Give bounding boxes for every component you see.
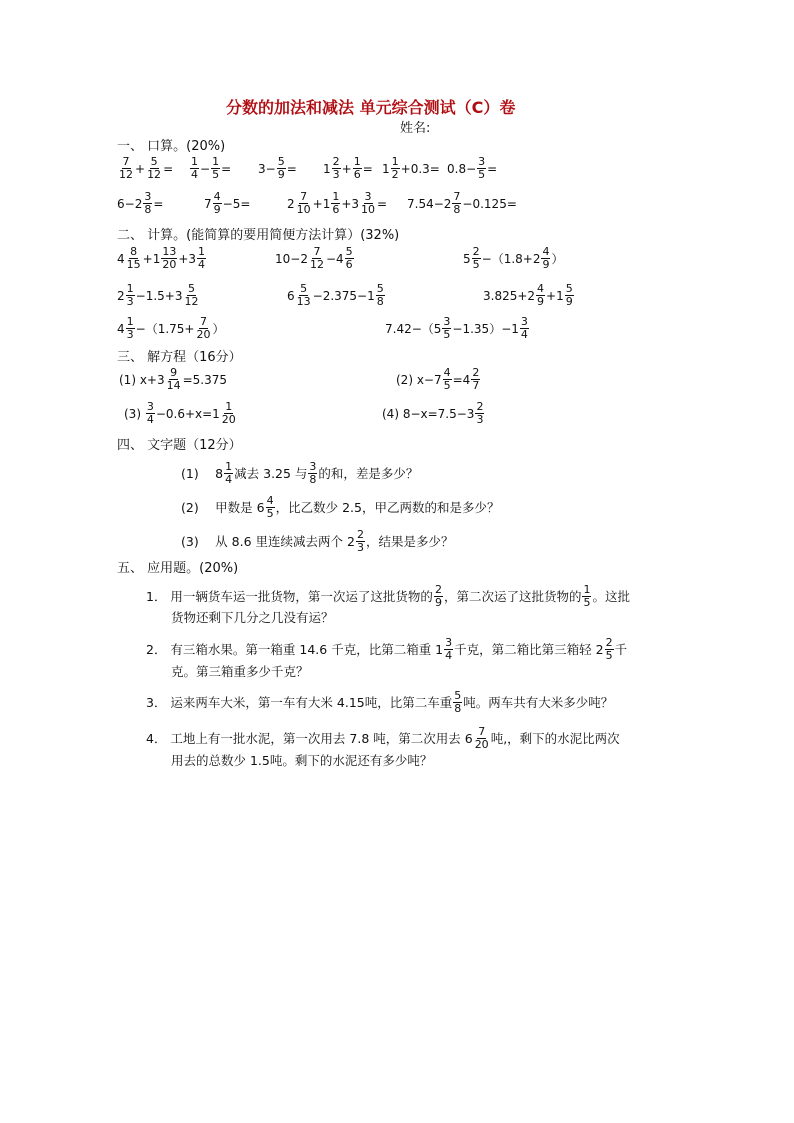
calc-3 bbox=[463, 246, 564, 271]
expression-text: +1 bbox=[312, 196, 331, 211]
fraction bbox=[520, 316, 529, 341]
fraction bbox=[118, 156, 134, 181]
fraction bbox=[434, 584, 443, 609]
section-2-heading: 二、 计算。(能简算的要用简便方法计算）(32%) bbox=[117, 228, 400, 243]
expression-text: −5= bbox=[222, 196, 251, 211]
expression-text: + bbox=[341, 161, 352, 176]
expression-text: 6 bbox=[287, 288, 295, 303]
numerator: 3 bbox=[364, 190, 372, 203]
numerator: 1 bbox=[583, 583, 591, 596]
section-5-heading: 五、 应用题。(20%) bbox=[117, 561, 239, 576]
calc-2 bbox=[275, 246, 355, 271]
numerator: 5 bbox=[376, 282, 384, 295]
expression-text: 。这批 bbox=[592, 588, 630, 604]
numerator: 7 bbox=[199, 315, 207, 328]
expression-text: −1.5+3 bbox=[135, 288, 183, 303]
expression-text: −0.125= bbox=[462, 196, 517, 211]
mental-calc-8 bbox=[204, 191, 250, 216]
fraction bbox=[444, 637, 453, 662]
fraction bbox=[453, 690, 462, 715]
expression-text: 3− bbox=[258, 161, 276, 176]
expression-text: =4 bbox=[452, 372, 471, 387]
numerator: 5 bbox=[300, 282, 308, 295]
numerator: 3 bbox=[146, 400, 154, 413]
expression-text: ） bbox=[551, 251, 564, 266]
numerator: 1 bbox=[225, 460, 233, 473]
denominator: 5 bbox=[443, 328, 451, 341]
numerator: 2 bbox=[332, 155, 340, 168]
expression-text: 5 bbox=[463, 251, 471, 266]
numerator: 9 bbox=[170, 366, 178, 379]
fraction bbox=[452, 191, 461, 216]
denominator: 20 bbox=[162, 258, 177, 271]
numerator: 7 bbox=[478, 725, 486, 738]
expression-text: ，第二次运了这批货物的 bbox=[443, 588, 582, 604]
fraction bbox=[332, 156, 341, 181]
fraction bbox=[296, 191, 312, 216]
fraction bbox=[211, 156, 220, 181]
denominator: 5 bbox=[605, 649, 613, 662]
denominator: 20 bbox=[196, 328, 211, 341]
numerator: 4 bbox=[443, 366, 451, 379]
expression-text: = bbox=[163, 161, 174, 176]
calc-1 bbox=[117, 246, 207, 271]
denominator: 2 bbox=[391, 168, 399, 181]
expression-text: 4 bbox=[117, 321, 125, 336]
fraction bbox=[266, 495, 275, 520]
numerator: 7 bbox=[122, 155, 130, 168]
denominator: 12 bbox=[119, 168, 133, 181]
denominator: 3 bbox=[476, 413, 484, 426]
expression-text: 1 bbox=[323, 161, 331, 176]
calc-8 bbox=[385, 316, 530, 341]
fraction bbox=[146, 401, 155, 426]
numerator: 4 bbox=[213, 190, 221, 203]
expression-text: 2 bbox=[287, 196, 295, 211]
expression-text: 3.825+2 bbox=[483, 288, 536, 303]
calc-6 bbox=[483, 283, 575, 308]
denominator: 4 bbox=[198, 258, 206, 271]
expression-text: 7.42−（5 bbox=[385, 321, 442, 336]
numerator: 1 bbox=[191, 155, 198, 168]
numerator: 7 bbox=[313, 245, 321, 258]
denominator: 5 bbox=[583, 596, 591, 609]
denominator: 8 bbox=[453, 203, 461, 216]
expression-text: −2.375−1 bbox=[312, 288, 375, 303]
fraction bbox=[345, 246, 354, 271]
fraction bbox=[565, 283, 574, 308]
fraction bbox=[183, 283, 199, 308]
denominator: 9 bbox=[213, 203, 221, 216]
denominator: 6 bbox=[332, 203, 340, 216]
expression-text: (4) 8−x=7.5−3 bbox=[382, 406, 475, 421]
fraction bbox=[277, 156, 286, 181]
expression-text: = bbox=[286, 161, 297, 176]
denominator: 4 bbox=[225, 473, 233, 486]
fraction bbox=[356, 529, 365, 554]
numerator: 7 bbox=[300, 190, 308, 203]
expression-text: (2) x−7 bbox=[396, 372, 442, 387]
equation-1 bbox=[119, 367, 227, 392]
fraction bbox=[146, 156, 162, 181]
expression-text: = bbox=[153, 196, 164, 211]
expression-text: ，比乙数少 2.5，甲乙两数的和是多少？ bbox=[275, 499, 500, 515]
fraction bbox=[391, 156, 400, 181]
numerator: 1 bbox=[126, 315, 134, 328]
fraction bbox=[582, 584, 591, 609]
numerator: 3 bbox=[478, 155, 486, 168]
numerator: 1 bbox=[212, 155, 220, 168]
numerator: 3 bbox=[144, 190, 152, 203]
expression-text: ） bbox=[212, 321, 225, 336]
calc-7 bbox=[117, 316, 225, 341]
denominator: 3 bbox=[126, 328, 134, 341]
fraction bbox=[541, 246, 550, 271]
fraction bbox=[376, 283, 385, 308]
mental-calc-5 bbox=[382, 156, 440, 181]
fraction bbox=[443, 367, 452, 392]
denominator: 9 bbox=[537, 295, 545, 308]
fraction bbox=[213, 191, 222, 216]
expression-text: 吨,，剩下的水泥比两次 bbox=[490, 730, 620, 746]
numerator: 5 bbox=[277, 155, 285, 168]
expression-text: =5.375 bbox=[182, 372, 228, 387]
denominator: 9 bbox=[542, 258, 550, 271]
numerator: 1 bbox=[391, 155, 399, 168]
expression-text: 千克，第二箱比第三箱轻 2 bbox=[454, 641, 604, 657]
fraction bbox=[197, 246, 206, 271]
mental-calc-2 bbox=[189, 156, 231, 181]
section-1-heading: 一、 口算。(20%) bbox=[117, 139, 226, 154]
application-problem-4-cont: 用去的总数少 1.5吨。剩下的水泥还有多少吨？ bbox=[171, 753, 433, 768]
section-4-heading: 四、 文字题（12分） bbox=[117, 438, 242, 453]
fraction bbox=[126, 316, 135, 341]
numerator: 2 bbox=[472, 245, 480, 258]
fraction bbox=[442, 316, 451, 341]
numerator: 3 bbox=[445, 636, 453, 649]
fraction bbox=[161, 246, 177, 271]
expression-text: −4 bbox=[325, 251, 344, 266]
numerator: 1 bbox=[225, 400, 233, 413]
denominator: 14 bbox=[166, 379, 181, 392]
fraction bbox=[472, 246, 481, 271]
denominator: 8 bbox=[376, 295, 384, 308]
expression-text: +3 bbox=[341, 196, 360, 211]
expression-text: (3) 从 8.6 里连续减去两个 2 bbox=[181, 533, 355, 549]
expression-text: = bbox=[221, 161, 232, 176]
denominator: 6 bbox=[345, 258, 353, 271]
fraction bbox=[166, 367, 182, 392]
denominator: 5 bbox=[472, 258, 480, 271]
numerator: 5 bbox=[565, 282, 573, 295]
denominator: 9 bbox=[434, 596, 442, 609]
numerator: 4 bbox=[537, 282, 545, 295]
mental-calc-10 bbox=[407, 191, 517, 216]
numerator: 4 bbox=[542, 245, 550, 258]
equation-4 bbox=[382, 401, 485, 426]
expression-text: 7.54−2 bbox=[407, 196, 452, 211]
word-problem-3 bbox=[181, 529, 453, 554]
fraction bbox=[309, 246, 325, 271]
expression-text: 千 bbox=[614, 641, 628, 657]
name-label: 姓名: bbox=[400, 121, 431, 136]
denominator: 5 bbox=[443, 379, 451, 392]
numerator: 8 bbox=[130, 245, 138, 258]
word-problem-2 bbox=[181, 495, 499, 520]
denominator: 9 bbox=[277, 168, 285, 181]
fraction bbox=[126, 246, 142, 271]
denominator: 4 bbox=[191, 168, 198, 181]
expression-text: 7 bbox=[204, 196, 212, 211]
numerator: 3 bbox=[309, 460, 317, 473]
calc-5 bbox=[287, 283, 386, 308]
fraction bbox=[224, 461, 233, 486]
fraction bbox=[331, 191, 340, 216]
application-problem-2-cont: 克。第三箱重多少千克？ bbox=[171, 664, 309, 679]
expression-text: +1 bbox=[142, 251, 161, 266]
denominator: 3 bbox=[126, 295, 134, 308]
expression-text: 1 bbox=[382, 161, 390, 176]
expression-text: 4 bbox=[117, 251, 125, 266]
denominator: 6 bbox=[353, 168, 361, 181]
expression-text: −0.6+x=1 bbox=[155, 406, 220, 421]
numerator: 5 bbox=[454, 689, 462, 702]
denominator: 3 bbox=[356, 541, 364, 554]
denominator: 4 bbox=[146, 413, 154, 426]
expression-text: −（1.8+2 bbox=[481, 251, 541, 266]
expression-text: (1) 8 bbox=[181, 465, 224, 481]
expression-text: +1 bbox=[546, 288, 564, 303]
numerator: 2 bbox=[476, 400, 484, 413]
expression-text: + bbox=[135, 161, 146, 176]
denominator: 5 bbox=[478, 168, 486, 181]
numerator: 1 bbox=[198, 245, 206, 258]
fraction bbox=[536, 283, 545, 308]
fraction bbox=[477, 156, 486, 181]
denominator: 20 bbox=[474, 738, 489, 751]
expression-text: (3) bbox=[124, 406, 145, 421]
numerator: 2 bbox=[434, 583, 442, 596]
expression-text: 6−2 bbox=[117, 196, 143, 211]
expression-text: 10−2 bbox=[275, 251, 308, 266]
expression-text: 0.8− bbox=[447, 161, 477, 176]
denominator: 5 bbox=[212, 168, 220, 181]
expression-text: −1.35）−1 bbox=[452, 321, 519, 336]
denominator: 8 bbox=[309, 473, 317, 486]
fraction bbox=[605, 637, 614, 662]
denominator: 20 bbox=[221, 413, 236, 426]
expression-text: 2． 有三箱水果。第一箱重 14.6 千克，比第二箱重 1 bbox=[146, 641, 444, 657]
equation-2 bbox=[396, 367, 481, 392]
denominator: 7 bbox=[472, 379, 480, 392]
expression-text: −（1.75+ bbox=[135, 321, 195, 336]
expression-text: ，结果是多少？ bbox=[365, 533, 454, 549]
expression-text: = bbox=[377, 196, 388, 211]
mental-calc-3 bbox=[258, 156, 297, 181]
expression-text: = bbox=[362, 161, 373, 176]
numerator: 2 bbox=[605, 636, 613, 649]
denominator: 15 bbox=[126, 258, 141, 271]
denominator: 12 bbox=[309, 258, 324, 271]
numerator: 1 bbox=[332, 190, 340, 203]
application-problem-3 bbox=[146, 690, 613, 715]
fraction bbox=[474, 726, 490, 751]
mental-calc-4 bbox=[323, 156, 373, 181]
expression-text: +3 bbox=[178, 251, 197, 266]
expression-text: 1． 用一辆货车运一批货物，第一次运了这批货物的 bbox=[146, 588, 433, 604]
equation-3 bbox=[124, 401, 238, 426]
denominator: 4 bbox=[445, 649, 453, 662]
fraction bbox=[143, 191, 152, 216]
fraction bbox=[195, 316, 211, 341]
application-problem-1-cont: 货物还剩下几分之几没有运？ bbox=[171, 610, 334, 625]
numerator: 5 bbox=[150, 155, 158, 168]
numerator: 2 bbox=[472, 366, 480, 379]
denominator: 4 bbox=[520, 328, 528, 341]
denominator: 10 bbox=[296, 203, 311, 216]
application-problem-2 bbox=[146, 637, 627, 662]
expression-text: 3． 运来两车大米，第一车有大米 4.15吨，比第二车重 bbox=[146, 694, 453, 710]
expression-text: 2 bbox=[117, 288, 125, 303]
expression-text: (2) 甲数是 6 bbox=[181, 499, 265, 515]
denominator: 10 bbox=[361, 203, 376, 216]
fraction bbox=[190, 156, 199, 181]
fraction bbox=[353, 156, 362, 181]
fraction bbox=[475, 401, 484, 426]
denominator: 3 bbox=[332, 168, 340, 181]
numerator: 13 bbox=[162, 245, 177, 258]
expression-text: 的和，差是多少？ bbox=[318, 465, 419, 481]
numerator: 2 bbox=[356, 528, 364, 541]
fraction bbox=[308, 461, 317, 486]
numerator: 3 bbox=[520, 315, 528, 328]
mental-calc-7 bbox=[117, 191, 163, 216]
application-problem-1 bbox=[146, 584, 630, 609]
application-problem-4 bbox=[146, 726, 620, 751]
word-problem-1 bbox=[181, 461, 418, 486]
expression-text: 4． 工地上有一批水泥，第一次用去 7.8 吨，第二次用去 6 bbox=[146, 730, 473, 746]
fraction bbox=[126, 283, 135, 308]
expression-text: (1) x+3 bbox=[119, 372, 165, 387]
denominator: 8 bbox=[454, 702, 462, 715]
section-3-heading: 三、 解方程（16分） bbox=[117, 350, 242, 365]
denominator: 13 bbox=[296, 295, 311, 308]
expression-text: 减去 3.25 与 bbox=[234, 465, 308, 481]
numerator: 1 bbox=[126, 282, 134, 295]
denominator: 12 bbox=[147, 168, 162, 181]
mental-calc-6 bbox=[447, 156, 497, 181]
denominator: 12 bbox=[184, 295, 199, 308]
mental-calc-1 bbox=[117, 156, 173, 181]
numerator: 3 bbox=[443, 315, 451, 328]
denominator: 9 bbox=[565, 295, 573, 308]
denominator: 5 bbox=[266, 507, 274, 520]
expression-text: +0.3= bbox=[400, 161, 440, 176]
calc-4 bbox=[117, 283, 200, 308]
numerator: 1 bbox=[353, 155, 361, 168]
expression-text: = bbox=[487, 161, 498, 176]
expression-text: 吨。两车共有大米多少吨？ bbox=[463, 694, 614, 710]
numerator: 7 bbox=[453, 190, 461, 203]
numerator: 5 bbox=[187, 282, 195, 295]
numerator: 5 bbox=[345, 245, 353, 258]
page-title: 分数的加法和减法 单元综合测试（C）卷 bbox=[226, 98, 516, 117]
fraction bbox=[360, 191, 376, 216]
numerator: 4 bbox=[266, 494, 274, 507]
expression-text: − bbox=[200, 161, 211, 176]
denominator: 8 bbox=[144, 203, 152, 216]
fraction bbox=[471, 367, 480, 392]
fraction bbox=[296, 283, 312, 308]
mental-calc-9 bbox=[287, 191, 387, 216]
fraction bbox=[221, 401, 237, 426]
